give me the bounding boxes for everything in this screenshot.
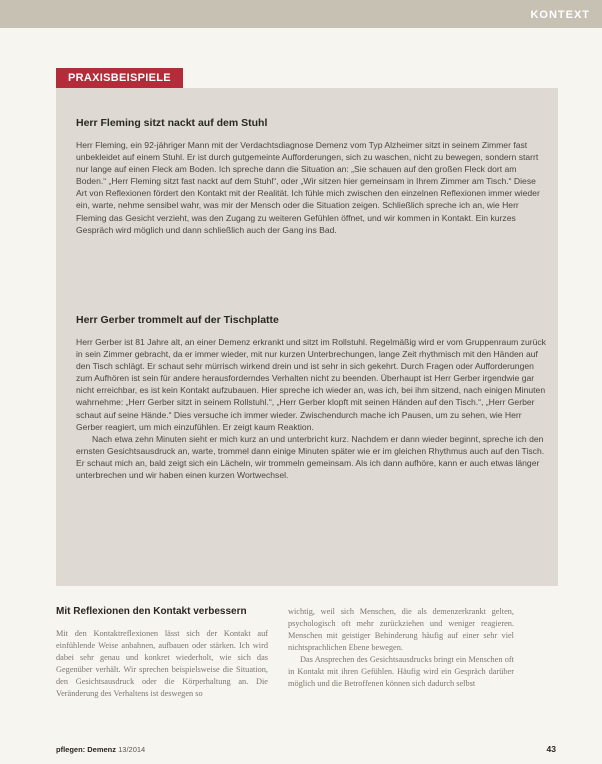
article-left-paragraph: Mit den Kontaktreflexionen lässt sich der Kontakt auf einfühlende Weise anbahnen, aufbauen oder stärken. Ich wird dabei sehr genau und konkret wiederholt, wie sich das Gegenüber verhält. Wir sprechen beispielsweise die Situation, den Gesichtsausdruck oder die Körperhaltung an. Die Veränderung des Verhaltens ist deswegen so bbox=[56, 629, 268, 698]
case1-paragraph: Herr Fleming, ein 92-jähriger Mann mit der Verdachtsdiagnose Demenz vom Typ Alzheimer sitzt in seinem Zimmer fast unbekleidet auf einem Stuhl. Er ist durch gutgemeinte Aufforderungen, sich zu waschen, nicht zu bewegen, sondern starrt nur lange auf einen Fleck am Boden. Ich spreche dann die Situation an: „Sie schauen auf den großen Fleck dort am Boden.“ „Herr Fleming sitzt fast nackt auf dem Stuhl“, oder „Wir sitzen hier gemeinsam in Ihrem Zimmer am Tisch.“ Diese Art von Reflexionen fördert den Kontakt mit der Realität. Ich fühle mich zwischen den einzelnen Reflexionen immer wieder ein, warte, nehme sensibel wahr, was mir der Mensch oder die Situation zeigen. Schließlich spreche ich an, wie Herr Fleming das Gesicht verzieht, was den Zugang zu weiteren Gefühlen öffnet, und wir kommen in Kontakt. Ein kurzes Gespräch wird möglich und dann schließlich auch der Gang ins Bad. bbox=[76, 140, 540, 235]
article-right-paragraph-2: Das Ansprechen des Gesichtsausdrucks bringt ein Menschen oft in Kontakt mit ihren Gefühlen. Häufig wird ein Gespräch darüber möglich und die Betroffenen können sich dadurch selbst bbox=[288, 655, 514, 688]
journal-issue: 13/2014 bbox=[118, 745, 146, 754]
page-number: 43 bbox=[546, 744, 556, 754]
article-right-column bbox=[288, 606, 514, 690]
article-subheading: Mit Reflexionen den Kontakt verbessern bbox=[56, 606, 247, 617]
article-right-paragraph-1: wichtig, weil sich Menschen, die als demenzerkrankt gelten, psychologisch oft mehr zurückziehen und weniger reagieren. Menschen mit geistiger Behinderung häufig auf einer sehr viel nichtsprachlichen Ebene bewegen. bbox=[288, 607, 514, 652]
case1-title: Herr Fleming sitzt nackt auf dem Stuhl bbox=[76, 117, 268, 129]
journal-footer bbox=[56, 745, 145, 754]
case2-paragraph-1: Herr Gerber ist 81 Jahre alt, an einer Demenz erkrankt und sitzt im Rollstuhl. Regelmäßig wird er vom Gruppenraum zurück in sein Zimmer gebracht, da er immer wieder, mit nur kurzen Unterbrechungen, lange Zeit rhythmisch mit den Händen auf den Tisch schlägt. Er schaut sehr mürrisch wirkend drein und ist sehr in sich gekehrt. Durch Fragen oder Aufforderungen zum Aufhören ist sein für andere herausforderndes Verhalten nicht zu beenden. Überhaupt ist Herr Gerber irgendwie gar nicht erreichbar, es ist kein Kontakt aufzubauen. Hier spreche ich wieder an, was ich, bei ihm sitzend, nach einigen Minuten wahrnehme: „Herr Gerber sitzt in seinem Rollstuhl.“, „Herr Gerber klopft mit seinen Händen auf den Tisch.“, „Herr Gerber schaut auf seine Hände.“ Dies versuche ich immer wieder. Zwischendurch mache ich Pausen, um zu sehen, wie Herr Gerber reagiert, um mich einzufühlen. Er zeigt kaum Reaktion. bbox=[76, 337, 546, 432]
case2-body bbox=[76, 336, 546, 481]
article-left-column bbox=[56, 628, 268, 700]
case2-title: Herr Gerber trommelt auf der Tischplatte bbox=[76, 314, 279, 326]
case2-paragraph-2: Nach etwa zehn Minuten sieht er mich kurz an und unterbricht kurz. Nachdem er dann wieder beginnt, spreche ich den ernsten Gesichtsausdruck an, warte, trommel dann einige Minuten später wie er im gleichen Rhythmus auch auf den Tisch. Er schaut mich an, bald zeigt sich ein Lächeln, wir trommeln gemeinsam. Als ich dann aufhöre, kann er auch etwas länger unterbrechen und wir haben einen kurzen Wortwechsel. bbox=[76, 433, 545, 481]
case1-body bbox=[76, 139, 546, 236]
journal-name: pflegen: Demenz bbox=[56, 745, 117, 754]
section-label: KONTEXT bbox=[530, 9, 590, 21]
section-header-bar bbox=[0, 0, 602, 28]
practice-examples-tag: PRAXISBEISPIELE bbox=[56, 68, 183, 88]
